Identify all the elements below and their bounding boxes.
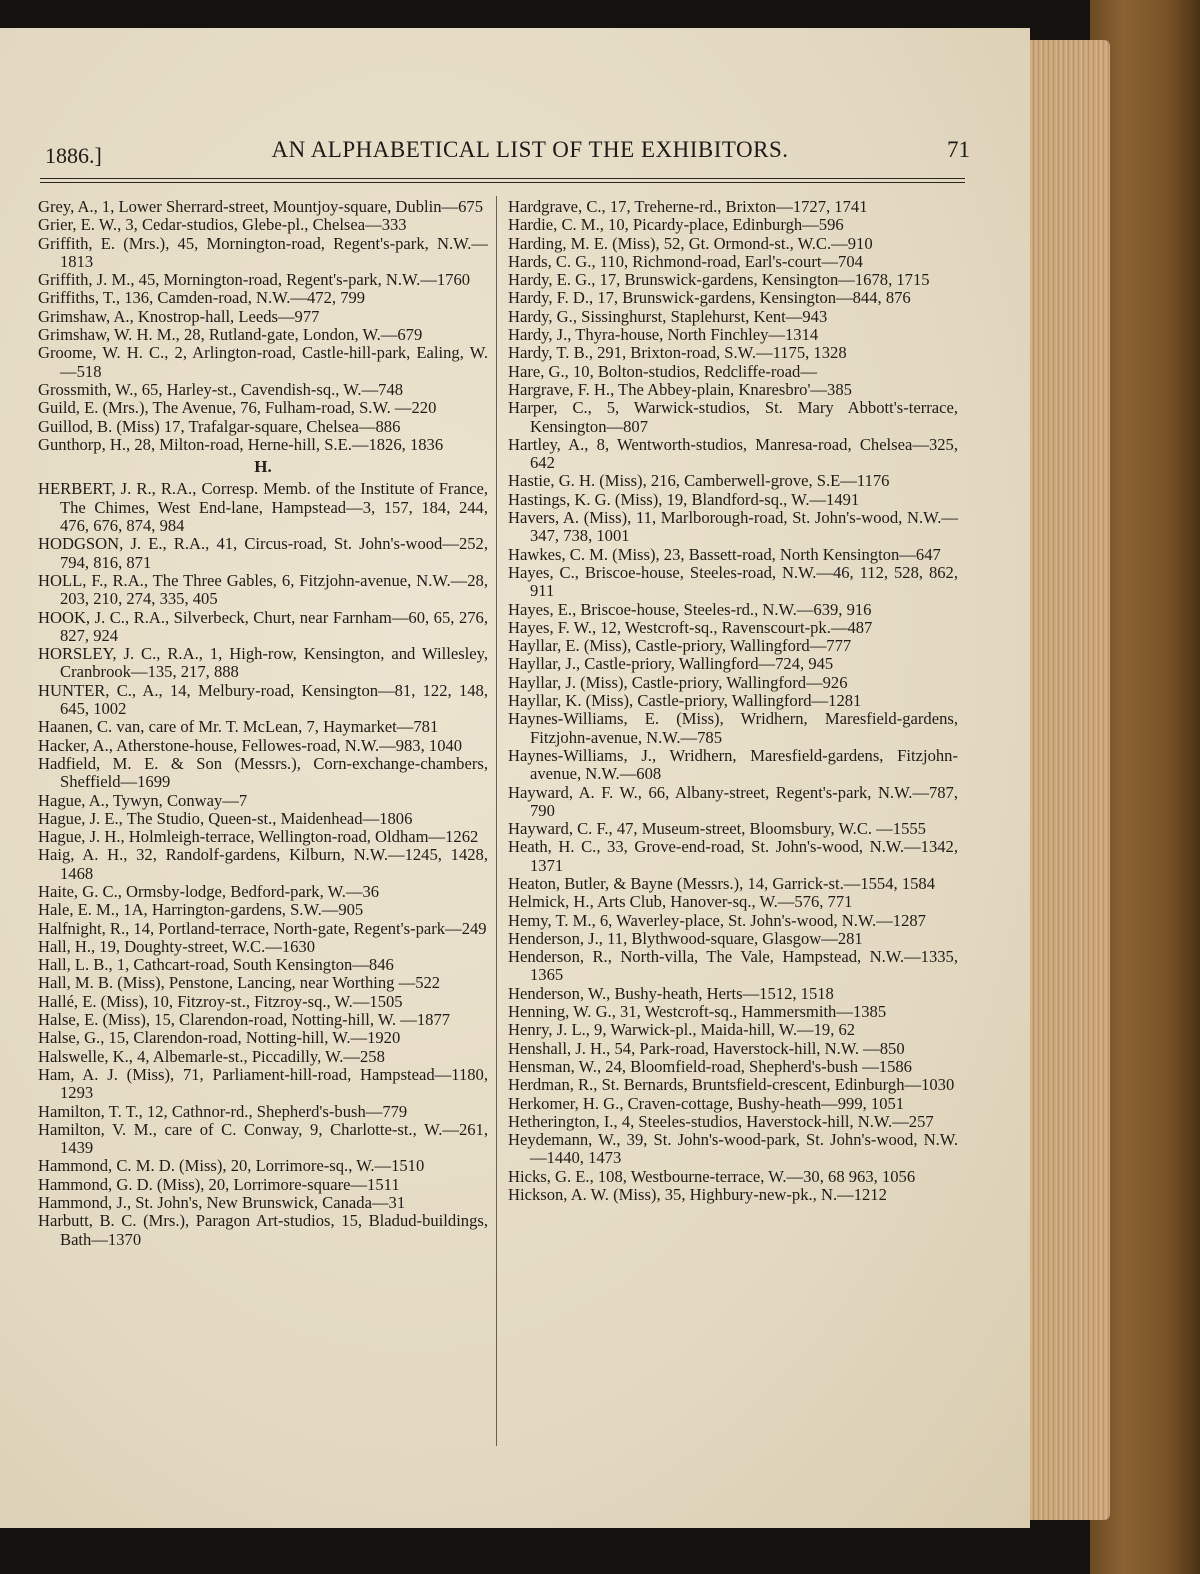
- exhibitor-details: , Silverbeck, Churt, near Farnham—60, 65, 276, 827, 924: [60, 607, 488, 645]
- exhibitor-details: , Thyra-house, North Finchley—1314: [567, 325, 819, 345]
- section-heading: H.: [254, 457, 272, 477]
- exhibitor-entry: [508, 344, 958, 362]
- exhibitor-name: Helmick, H.: [508, 892, 590, 912]
- exhibitor-name: Harbutt, B. C. (Mrs.): [38, 1211, 186, 1231]
- exhibitor-details: , 17, Brunswick-gardens, Kensington—844, 876: [589, 288, 911, 308]
- exhibitor-details: , 20, Lorrimore-sq., W.—1510: [222, 1156, 425, 1176]
- exhibitor-name: Harper, C.: [508, 398, 588, 418]
- exhibitor-entry: [38, 901, 488, 919]
- exhibitor-entry: [38, 718, 488, 736]
- exhibitor-entry: [508, 1058, 958, 1076]
- exhibitor-details: , Castle-priory, Wallingford—724, 945: [576, 654, 834, 674]
- exhibitor-details: , 14, Portland-terrace, North-gate, Regent's-park—249: [125, 918, 487, 938]
- exhibitor-entry: [508, 619, 958, 637]
- exhibitor-details: , 19, Blandford-sq., W.—1491: [658, 489, 860, 509]
- exhibitor-entry: [508, 1131, 958, 1168]
- exhibitor-entry: [508, 1095, 958, 1113]
- exhibitor-name: HOLL, F., R.A.: [38, 570, 144, 590]
- exhibitor-name: Hardy, T. B.: [508, 343, 589, 363]
- exhibitor-entry: [38, 418, 488, 436]
- exhibitor-name: Hayllar, K. (Miss): [508, 691, 630, 711]
- right-column: [508, 198, 958, 1204]
- exhibitor-name: Griffith, E. (Mrs.): [38, 233, 166, 253]
- exhibitor-details: , 1, Lower Sherrard-street, Mountjoy-square, Dublin—675: [93, 197, 484, 216]
- exhibitor-details: , Corresp. Memb. of the Institute of France, The Chimes, West End-lane, Hampstead—3, 157, 184, 244, 476, 676, 874, 984: [60, 479, 488, 536]
- exhibitor-entry: [508, 472, 958, 490]
- exhibitor-name: Hastie, G. H. (Miss): [508, 471, 643, 491]
- exhibitor-name: Hall, H.: [38, 936, 91, 956]
- exhibitor-name: Harding, M. E. (Miss): [508, 233, 656, 253]
- exhibitor-entry: [38, 216, 488, 234]
- exhibitor-details: , The Avenue, 76, Fulham-road, S.W. —220: [144, 398, 437, 418]
- exhibitor-details: , 291, Brixton-road, S.W.—1175, 1328: [588, 343, 847, 363]
- exhibitor-entry: [38, 399, 488, 417]
- exhibitor-details: , St. John's, New Brunswick, Canada—31: [126, 1193, 406, 1213]
- exhibitor-name: Herdman, R.: [508, 1075, 594, 1095]
- exhibitor-name: Griffiths, T.: [38, 288, 116, 308]
- exhibitor-details: , 23, Bassett-road, North Kensington—647: [655, 544, 941, 564]
- exhibitor-entry: [508, 875, 958, 893]
- exhibitor-entry: [508, 838, 958, 875]
- exhibitor-details: , 47, Museum-street, Bloomsbury, W.C. —1555: [608, 819, 926, 839]
- exhibitor-details: , St. Bernards, Bruntsfield-crescent, Edinburgh—1030: [593, 1075, 955, 1095]
- exhibitor-name: Hayes, E.: [508, 599, 573, 619]
- exhibitor-name: Hacker, A.: [38, 735, 109, 755]
- exhibitor-name: Hardy, F. D.: [508, 288, 590, 308]
- exhibitor-details: , Briscoe-house, Steeles-rd., N.W.—639, 916: [572, 599, 872, 619]
- exhibitor-entry: [508, 289, 958, 307]
- exhibitor-details: , care of Mr. T. McLean, 7, Haymarket—781: [140, 717, 439, 737]
- exhibitor-name: Haig, A. H.: [38, 845, 124, 865]
- exhibitor-entry: [38, 645, 488, 682]
- exhibitor-name: Haynes-Williams, J.: [508, 745, 652, 765]
- exhibitor-entry: [508, 381, 958, 399]
- exhibitor-entry: [38, 755, 488, 792]
- exhibitor-name: Havers, A. (Miss): [508, 508, 628, 528]
- exhibitor-details: , 14, Garrick-st.—1554, 1584: [739, 873, 936, 893]
- exhibitor-name: Hayes, F. W.: [508, 617, 592, 637]
- exhibitor-entry: [508, 784, 958, 821]
- exhibitor-details: , 6, Waverley-place, St. John's-wood, N.W.—1287: [591, 910, 926, 930]
- exhibitor-name: Heaton, Butler, & Bayne (Messrs.): [508, 873, 740, 893]
- exhibitor-details: , 2, Arlington-road, Castle-hill-park, Ealing, W.—518: [60, 343, 488, 381]
- header-title: AN ALPHABETICAL LIST OF THE EXHIBITORS.: [271, 137, 789, 162]
- exhibitor-name: Halfnight, R.: [38, 918, 126, 938]
- exhibitor-entry: [508, 692, 958, 710]
- exhibitor-entry: [508, 601, 958, 619]
- exhibitor-name: Hammond, C. M. D. (Miss): [38, 1156, 223, 1176]
- exhibitor-entry: [38, 1121, 488, 1158]
- exhibitor-details: , Castle-priory, Wallingford—926: [623, 672, 848, 692]
- exhibitor-details: , 54, Park-road, Haverstock-hill, N.W. —850: [606, 1038, 905, 1058]
- exhibitor-details: , Paragon Art-studios, 15, Bladud-buildings, Bath—1370: [60, 1211, 488, 1249]
- exhibitor-name: Hayllar, J.: [508, 654, 576, 674]
- exhibitor-name: Hartley, A.: [508, 434, 585, 454]
- exhibitor-name: HODGSON, J. E., R.A.: [38, 534, 206, 554]
- exhibitor-details: , 12, Cathnor-rd., Shepherd's-bush—779: [138, 1101, 408, 1121]
- exhibitor-details: , 17, Brunswick-gardens, Kensington—1678, 1715: [591, 270, 930, 290]
- exhibitor-details: , 9, Warwick-pl., Maida-hill, W.—19, 62: [585, 1020, 856, 1040]
- exhibitor-entry: [38, 1066, 488, 1103]
- exhibitor-details: , 41, Circus-road, St. John's-wood—252, 794, 816, 871: [60, 534, 488, 572]
- exhibitor-details: , Arts Club, Hanover-sq., W.—576, 771: [589, 892, 853, 912]
- exhibitor-name: Ham, A. J. (Miss): [38, 1064, 170, 1084]
- exhibitor-details: , The Studio, Queen-st., Maidenhead—1806: [118, 808, 413, 828]
- exhibitor-entry: [508, 1113, 958, 1131]
- exhibitor-entry: [38, 974, 488, 992]
- exhibitor-entry: [508, 308, 958, 326]
- exhibitor-entry: [508, 509, 958, 546]
- exhibitor-name: Haynes-Williams, E. (Miss): [508, 709, 720, 729]
- exhibitor-details: , 10, Bolton-studios, Redcliffe-road—: [564, 361, 817, 381]
- exhibitor-name: Hayes, C.: [508, 562, 575, 582]
- exhibitor-entry: [38, 828, 488, 846]
- exhibitor-entry: [508, 564, 958, 601]
- exhibitor-entry: [508, 253, 958, 271]
- exhibitor-entry: [508, 930, 958, 948]
- exhibitor-entry: [508, 216, 958, 234]
- exhibitor-details: , Bushy-heath, Herts—1512, 1518: [606, 983, 834, 1003]
- exhibitor-name: Hadfield, M. E. & Son (Messrs.): [38, 753, 297, 773]
- exhibitor-details: , 17, Treherne-rd., Brixton—1727, 1741: [601, 197, 868, 216]
- exhibitor-entry: [508, 1040, 958, 1058]
- exhibitor-entry: [508, 399, 958, 436]
- exhibitor-name: Hardy, G.: [508, 306, 573, 326]
- exhibitor-entry: [508, 491, 958, 509]
- exhibitor-name: Hardy, J.: [508, 325, 568, 345]
- exhibitor-entry: [38, 1103, 488, 1121]
- exhibitor-details: , 31, Westcroft-sq., Hammersmith—1385: [611, 1002, 887, 1022]
- exhibitor-entry: [508, 1186, 958, 1204]
- exhibitor-entry: [508, 985, 958, 1003]
- exhibitor-name: HERBERT, J. R., R.A.: [38, 479, 193, 499]
- exhibitor-name: Henry, J. L.: [508, 1020, 586, 1040]
- exhibitor-details: , 4, Albemarle-st., Piccadilly, W.—258: [128, 1046, 385, 1066]
- exhibitor-details: , 71, Parliament-hill-road, Hampstead—1180, 1293: [60, 1064, 488, 1103]
- exhibitor-name: Halswelle, K.: [38, 1046, 129, 1066]
- exhibitor-entry: [38, 846, 488, 883]
- exhibitor-name: Hards, C. G.: [508, 251, 592, 271]
- exhibitor-entry: [38, 436, 488, 454]
- exhibitor-entry: [38, 810, 488, 828]
- exhibitor-entry: [508, 655, 958, 673]
- exhibitor-details: , 10, Fitzroy-st., Fitzroy-sq., W.—1505: [144, 991, 403, 1011]
- exhibitor-name: Groome, W. H. C.: [38, 343, 165, 363]
- exhibitor-details: , North-villa, The Vale, Hampstead, N.W.—1335, 1365: [530, 947, 959, 985]
- exhibitor-details: , 39, St. John's-wood-park, St. John's-wood, N.W.—1440, 1473: [530, 1130, 959, 1168]
- page-header: [40, 135, 970, 175]
- page-number: 71: [947, 137, 970, 162]
- exhibitor-details: , care of C. Conway, 9, Charlotte-st., W.—261, 1439: [60, 1119, 488, 1158]
- exhibitor-details: 17, Trafalgar-square, Chelsea—886: [159, 416, 401, 436]
- exhibitor-details: , 65, Harley-st., Cavendish-sq., W.—748: [133, 379, 404, 399]
- exhibitor-name: Hayllar, E. (Miss): [508, 636, 628, 656]
- exhibitor-name: Grey, A.: [38, 197, 94, 216]
- exhibitor-details: , 3, Cedar-studios, Glebe-pl., Chelsea—333: [117, 215, 407, 235]
- exhibitor-entry: [38, 1194, 488, 1212]
- exhibitor-entry: [508, 436, 958, 473]
- exhibitor-entry: [38, 235, 488, 272]
- exhibitor-name: Heydemann, W.: [508, 1130, 617, 1150]
- exhibitor-entry: [508, 1003, 958, 1021]
- exhibitor-name: Henderson, R.: [508, 947, 608, 967]
- exhibitor-entry: [38, 535, 488, 572]
- header-year: 1886.]: [45, 143, 102, 168]
- exhibitor-details: , 33, Grove-end-road, St. John's-wood, N.W.—1342, 1371: [530, 837, 958, 875]
- exhibitor-entry: [508, 271, 958, 289]
- exhibitor-entry: [38, 737, 488, 755]
- exhibitor-name: Griffith, J. M.: [38, 270, 131, 290]
- exhibitor-details: , Knostrop-hall, Leeds—977: [129, 306, 320, 326]
- exhibitor-details: , Tywyn, Conway—7: [104, 790, 248, 810]
- exhibitor-name: Hensman, W.: [508, 1056, 597, 1076]
- exhibitor-details: , 4, Steeles-studios, Haverstock-hill, N.W.—257: [613, 1111, 934, 1131]
- exhibitor-details: , Craven-cottage, Bushy-heath—999, 1051: [619, 1093, 905, 1113]
- exhibitor-name: Grossmith, W.: [38, 379, 134, 399]
- exhibitor-entry: [508, 893, 958, 911]
- exhibitor-details: , 15, Clarendon-road, Notting-hill, W. —1877: [145, 1010, 451, 1030]
- exhibitor-name: Henning, W. G.: [508, 1002, 612, 1022]
- exhibitor-details: , 14, Melbury-road, Kensington—81, 122, 148, 645, 1002: [60, 680, 488, 719]
- exhibitor-entry: [508, 747, 958, 784]
- exhibitor-name: Haanen, C. van: [38, 717, 141, 737]
- exhibitor-entry: [508, 912, 958, 930]
- exhibitor-details: , Atherstone-house, Fellowes-road, N.W.—983, 1040: [108, 735, 463, 755]
- exhibitor-name: Hicks, G. E.: [508, 1166, 590, 1186]
- exhibitor-name: Hague, A.: [38, 790, 105, 810]
- exhibitor-name: Henderson, J.: [508, 928, 599, 948]
- exhibitor-name: Hall, M. B. (Miss): [38, 973, 161, 993]
- exhibitor-details: , Penstone, Lancing, near Worthing —522: [160, 973, 441, 993]
- exhibitor-details: , 24, Bloomfield-road, Shepherd's-bush —1586: [596, 1056, 912, 1076]
- exhibitor-entry: [38, 1048, 488, 1066]
- exhibitor-name: Hickson, A. W. (Miss): [508, 1185, 657, 1205]
- exhibitor-details: , Ormsby-lodge, Bedford-park, W.—36: [117, 881, 380, 901]
- exhibitor-entry: [38, 480, 488, 535]
- exhibitor-name: Hardie, C. M.: [508, 215, 600, 235]
- exhibitor-name: Hallé, E. (Miss): [38, 991, 144, 1011]
- exhibitor-name: Hamilton, T. T.: [38, 1101, 139, 1121]
- exhibitor-entry: [38, 572, 488, 609]
- exhibitor-name: Hayllar, J. (Miss): [508, 672, 624, 692]
- exhibitor-entry: [508, 1076, 958, 1094]
- exhibitor-name: Hall, L. B.: [38, 955, 109, 975]
- exhibitor-details: , Briscoe-house, Steeles-road, N.W.—46, 112, 528, 862, 911: [530, 562, 958, 601]
- exhibitor-entry: [508, 637, 958, 655]
- exhibitor-entry: [38, 1212, 488, 1249]
- exhibitor-entry: [38, 198, 488, 216]
- exhibitor-details: , 66, Albany-street, Regent's-park, N.W.—787, 790: [530, 782, 958, 820]
- exhibitor-name: HUNTER, C., A.: [38, 680, 159, 700]
- exhibitor-entry: [38, 938, 488, 956]
- header-rule: [40, 178, 965, 179]
- exhibitor-entry: [508, 674, 958, 692]
- exhibitor-name: Hare, G.: [508, 361, 565, 381]
- exhibitor-entry: [508, 710, 958, 747]
- exhibitor-name: Henderson, W.: [508, 983, 607, 1003]
- exhibitor-name: Hague, J. E.: [38, 808, 119, 828]
- exhibitor-name: Hayward, C. F.: [508, 819, 609, 839]
- exhibitor-details: , 32, Randolf-gardens, Kilburn, N.W.—1245, 1428, 1468: [60, 845, 488, 883]
- exhibitor-entry: [508, 820, 958, 838]
- exhibitor-entry: [38, 682, 488, 719]
- exhibitor-name: Hague, J. H.: [38, 827, 121, 847]
- exhibitor-details: , Sissinghurst, Staplehurst, Kent—943: [572, 306, 828, 326]
- exhibitor-name: Hayward, A. F. W.: [508, 782, 638, 802]
- exhibitor-details: , 11, Blythwood-square, Glasgow—281: [598, 928, 863, 948]
- exhibitor-entry: [38, 792, 488, 810]
- exhibitor-details: , 28, Rutland-gate, London, W.—679: [175, 325, 423, 345]
- exhibitor-details: , 5, Warwick-studios, St. Mary Abbott's-terrace, Kensington—807: [530, 398, 958, 436]
- exhibitor-details: , 28, Milton-road, Herne-hill, S.E.—1826, 1836: [126, 434, 444, 454]
- exhibitor-entry: [38, 381, 488, 399]
- exhibitor-entry: [38, 289, 488, 307]
- exhibitor-name: Halse, E. (Miss): [38, 1010, 146, 1030]
- exhibitor-entry: [38, 271, 488, 289]
- exhibitor-entry: [508, 198, 958, 216]
- exhibitor-name: HOOK, J. C., R.A.: [38, 607, 165, 627]
- exhibitor-details: , 15, Clarendon-road, Notting-hill, W.—1920: [100, 1028, 401, 1048]
- exhibitor-details: , Wridhern, Maresfield-gardens, Fitzjohn-avenue, N.W.—785: [530, 709, 958, 747]
- left-column: [38, 198, 488, 1249]
- exhibitor-name: Henshall, J. H.: [508, 1038, 607, 1058]
- exhibitor-name: Hammond, G. D. (Miss): [38, 1174, 201, 1194]
- exhibitor-entry: [508, 363, 958, 381]
- exhibitor-details: , 45, Mornington-road, Regent's-park, N.W.—1760: [130, 270, 471, 290]
- exhibitor-details: , 10, Picardy-place, Edinburgh—596: [599, 215, 844, 235]
- exhibitor-details: , Holmleigh-terrace, Wellington-road, Oldham—1262: [120, 827, 479, 847]
- exhibitor-details: , 52, Gt. Ormond-st., W.C.—910: [655, 233, 873, 253]
- exhibitor-details: , 110, Richmond-road, Earl's-court—704: [591, 251, 863, 271]
- exhibitor-entry: [38, 883, 488, 901]
- exhibitor-name: Grier, E. W.: [38, 215, 118, 235]
- exhibitor-entry: [38, 609, 488, 646]
- exhibitor-entry: [508, 235, 958, 253]
- exhibitor-details: , 20, Lorrimore-square—1511: [200, 1174, 400, 1194]
- exhibitor-name: Hargrave, F. H.: [508, 379, 611, 399]
- exhibitor-details: , 136, Camden-road, N.W.—472, 799: [115, 288, 366, 308]
- exhibitor-entry: [38, 1011, 488, 1029]
- exhibitor-name: Hawkes, C. M. (Miss): [508, 544, 656, 564]
- exhibitor-entry: [38, 1176, 488, 1194]
- exhibitor-details: , The Abbey-plain, Knaresbro'—385: [610, 379, 852, 399]
- exhibitor-entry: [38, 344, 488, 381]
- exhibitor-name: Grimshaw, W. H. M.: [38, 325, 176, 345]
- exhibitor-details: , 8, Wentworth-studios, Manresa-road, Chelsea—325, 642: [530, 434, 958, 473]
- exhibitor-details: , 108, Westbourne-terrace, W.—30, 68 963, 1056: [589, 1166, 916, 1186]
- exhibitor-name: Hastings, K. G. (Miss): [508, 489, 659, 509]
- exhibitor-details: , 1, High-row, Kensington, and Willesley, Cranbrook—135, 217, 888: [60, 644, 488, 682]
- exhibitor-details: , 45, Mornington-road, Regent's-park, N.W.—1813: [60, 233, 488, 271]
- exhibitor-entry: [508, 1168, 958, 1186]
- exhibitor-name: Grimshaw, A.: [38, 306, 130, 326]
- exhibitor-entry: [38, 920, 488, 938]
- exhibitor-entry: [508, 546, 958, 564]
- exhibitor-name: Gunthorp, H.: [38, 434, 127, 454]
- exhibitor-details: , The Three Gables, 6, Fitzjohn-avenue, N.W.—28, 203, 210, 274, 335, 405: [60, 570, 488, 609]
- exhibitor-details: , Wridhern, Maresfield-gardens, Fitzjohn-avenue, N.W.—608: [530, 745, 958, 784]
- exhibitor-name: HORSLEY, J. C., R.A.: [38, 644, 199, 664]
- exhibitor-details: , 1, Cathcart-road, South Kensington—846: [108, 955, 394, 975]
- exhibitor-name: Guild, E. (Mrs.): [38, 398, 145, 418]
- exhibitor-entry: [38, 1157, 488, 1175]
- exhibitor-details: , 216, Camberwell-grove, S.E—1176: [642, 471, 890, 491]
- exhibitor-details: , 12, Westcroft-sq., Ravenscourt-pk.—487: [591, 617, 873, 637]
- exhibitor-details: , Corn-exchange-chambers, Sheffield—1699: [60, 753, 488, 792]
- exhibitor-name: Heath, H. C.: [508, 837, 597, 857]
- exhibitor-details: , Castle-priory, Wallingford—777: [627, 636, 852, 656]
- exhibitor-details: , 19, Doughty-street, W.C.—1630: [91, 936, 316, 956]
- exhibitor-entry: [38, 956, 488, 974]
- column-divider: [496, 196, 497, 1446]
- exhibitor-name: Hemy, T. M.: [508, 910, 592, 930]
- exhibitor-details: , 1A, Harrington-gardens, S.W.—905: [114, 900, 364, 920]
- exhibitor-name: Halse, G.: [38, 1028, 101, 1048]
- exhibitor-entry: [38, 993, 488, 1011]
- exhibitor-entry: [38, 308, 488, 326]
- exhibitor-details: , 35, Highbury-new-pk., N.—1212: [656, 1185, 887, 1205]
- exhibitor-name: Hamilton, V. M.: [38, 1119, 153, 1139]
- exhibitor-entry: [508, 326, 958, 344]
- exhibitor-name: Hardy, E. G.: [508, 270, 592, 290]
- header-rule: [40, 182, 965, 183]
- exhibitor-entry: [508, 1021, 958, 1039]
- exhibitor-name: Hetherington, I.: [508, 1111, 614, 1131]
- exhibitor-details: , Castle-priory, Wallingford—1281: [629, 691, 862, 711]
- exhibitor-name: Hardgrave, C.: [508, 197, 602, 216]
- exhibitor-name: Herkomer, H. G.: [508, 1093, 620, 1113]
- exhibitor-name: Hammond, J.: [38, 1193, 127, 1213]
- exhibitor-details: , 11, Marlborough-road, St. John's-wood, N.W.—347, 738, 1001: [530, 508, 958, 546]
- exhibitor-entry: [508, 948, 958, 985]
- exhibitor-entry: [38, 1029, 488, 1047]
- exhibitor-entry: [38, 326, 488, 344]
- exhibitor-name: Hale, E. M.: [38, 900, 115, 920]
- exhibitor-name: Haite, G. C.: [38, 881, 118, 901]
- exhibitor-name: Guillod, B. (Miss): [38, 416, 160, 436]
